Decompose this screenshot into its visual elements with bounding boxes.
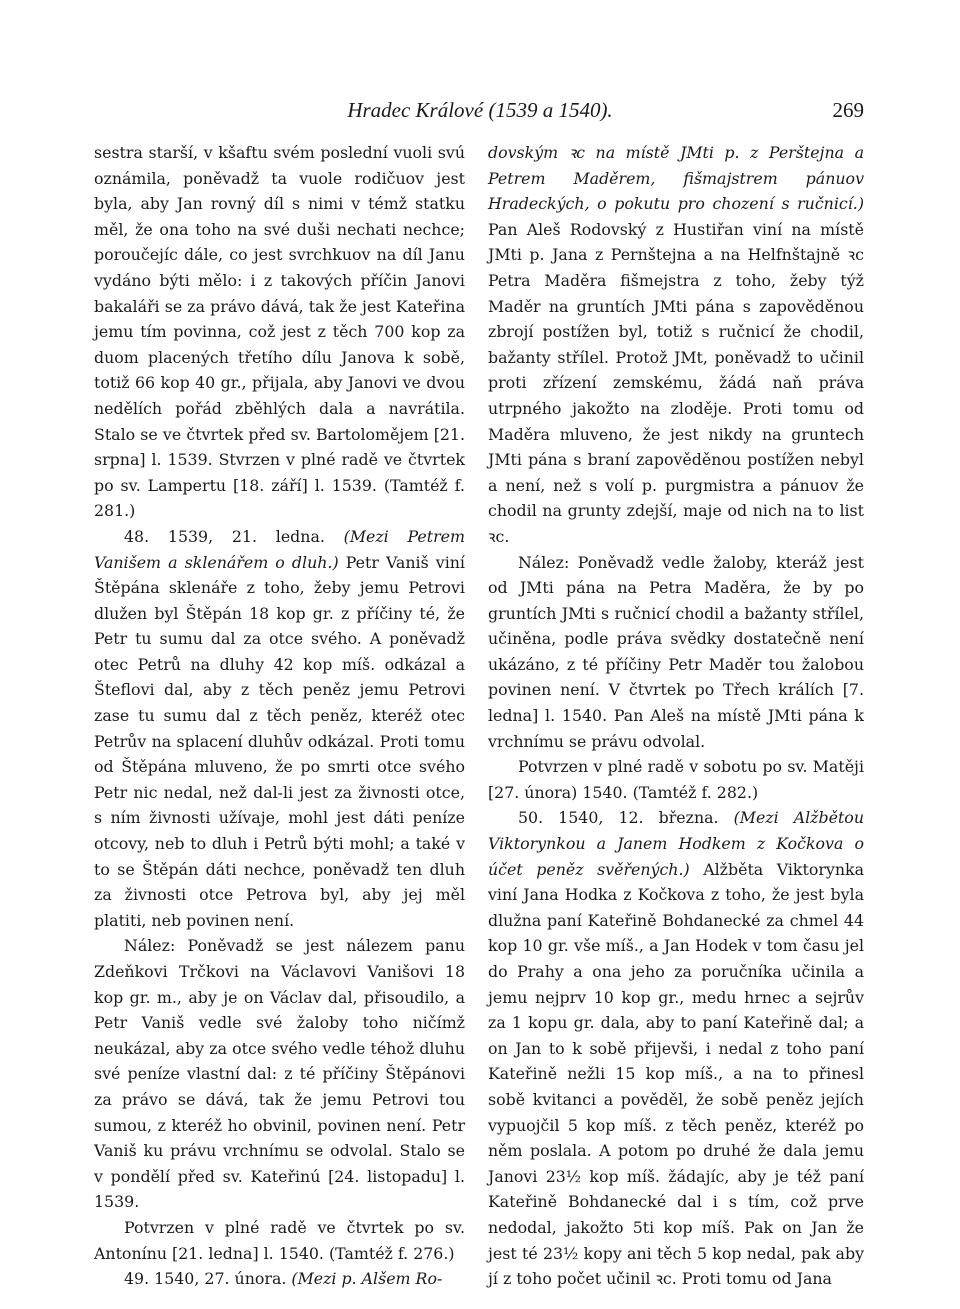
text-span: Potvrzen v plné radě ve čtvrtek po sv. Antonínu [21. ledna] l. 1540. (Tamtéž f. 276.)	[94, 1217, 465, 1263]
text-span: Potvrzen v plné radě v sobotu po sv. Matěji [27. února) 1540. (Tamtéž f. 282.)	[488, 757, 864, 802]
text-span: Pan Aleš Rodovský z Hustiřan viní na místě JMti p. Jana z Pernštejna a na Helfnštajně ꝛc Petra Maděra fišmejstra z toho, žeby týž Maděr na gruntích JMti pána s zapověděnou zbrojí postížen byl, totiž s ručnicí že chodil, bažanty střílel. Protož JMt, poněvadž to učinil proti zřízení zemskému, žádá naň práva utrpného jakožto na zloděje. Proti tomu od Maděra mluveno, že jest nikdy na gruntech JMti pána s braní zapověděnou postížen nebyl a není, než s volí p. purgmistra a pánuov že chodil na grunty zdejší, maje od nich na to list ꝛc.	[488, 219, 864, 546]
paragraph	[488, 140, 864, 550]
paragraph	[488, 550, 864, 755]
paragraph	[94, 933, 465, 1215]
text-span: 48. 1539, 21. ledna.	[124, 526, 344, 546]
paragraph	[94, 140, 465, 524]
right-column	[488, 140, 864, 1292]
paragraph	[94, 1266, 465, 1292]
paragraph	[94, 1215, 465, 1266]
paragraph	[488, 805, 864, 1291]
text-span: 49. 1540, 27. února.	[124, 1269, 292, 1289]
paragraph	[488, 754, 864, 805]
text-span: sestra starší, v kšaftu svém poslední vuoli svú oznámila, poněvadž ta vuole rodičuov jest byla, aby Jan rovný díl s nimi v témž statku měl, že ona toho na své duši nechati nechce; poroučejíc dále, co jest svrchkuov na díl Janu vydáno býti mělo: i z takových příčin Janovi bakaláři se za právo dává, tak že jest Kateřina jemu tím povinna, což jest z těch 700 kop za duom placených třetího dílu Janova k sobě, totiž 66 kop 40 gr., přijala, aby Janovi ve dvou nedělích pořád zběhlých dala a navrátila. Stalo se ve čtvrtek před sv. Bartolomějem [21. srpna] l. 1539. Stvrzen v plné radě ve čtvrtek po sv. Lampertu [18. září] l. 1539. (Tamtéž f. 281.)	[94, 143, 465, 521]
italic-text-span: dovským ꝛc na místě JMti p. z Perštejna a Petrem Maděrem, fišmajstrem pánuov Hradeckých, o pokutu pro chození s ručnicí.)	[488, 143, 864, 214]
text-span: Alžběta Viktorynka viní Jana Hodka z Kočkova z toho, že jest byla dlužna paní Kateřině Bohdanecké za chmel 44 kop 10 gr. vše míš., a Jan Hodek v tom času jel do Prahy a ona jeho za poručníka učinila a jemu nejprv 10 kop gr., medu hrnec a sejrův za 1 kopu gr. dala, aby to paní Kateřině dal; a on Jan to k sobě přijevši, i nedal z toho paní Kateřině nežli 15 kop míš., a na to přinesl sobě kvitanci a pověděl, že sobě peněz jejích vypuojčil 5 kop míš. z těch peněz, kteréž po něm poslala. A potom po druhé že dala jemu Janovi 23½ kop míš. žádajíc, aby je též paní Kateřině Bohdanecké dal i s tím, což prve nedodal, jakožto 5ti kop míš. Pak on Jan že jest té 23½ kopy ani těch 5 kop nedal, pak aby jí z toho počet učinil ꝛc. Proti tomu od Jana	[488, 859, 864, 1289]
running-title: Hradec Králové (1539 a 1540).	[347, 98, 613, 122]
page-header	[94, 98, 866, 128]
italic-text-span: (Mezi p. Alšem Ro-	[291, 1269, 443, 1289]
left-column	[94, 140, 465, 1292]
text-span: Nález: Poněvadž se jest nálezem panu Zdeňkovi Trčkovi na Václavovi Vanišovi 18 kop gr. m., aby je on Václav dal, přisoudilo, a Petr Vaniš vedle své žaloby toho ničímž neukázal, aby za otce svého vedle téhož dluhu své peníze vlastní dal: z té příčiny Štěpánovi za právo se dává, tak že jemu Petrovi tou sumou, z kteréž ho obvinil, povinen není. Petr Vaniš ku právu vrchnímu se odvolal. Stalo se v pondělí před sv. Kateřinú [24. listopadu] l. 1539.	[94, 936, 465, 1212]
text-span: Nález: Poněvadž vedle žaloby, kteráž jest od JMti pána na Petra Maděra, že by po gruntích JMti s ručnicí chodil a bažanty střílel, učiněna, podle práva svědky dostatečně není ukázáno, z té příčiny Petr Maděr tou žalobou povinen není. V čtvrtek po Třech králích [7. ledna] l. 1540. Pan Aleš na místě JMti pána k vrchnímu se právu odvolal.	[488, 552, 864, 751]
italic-text-span: (Mezi Petrem Vanišem a sklenářem o dluh.)	[94, 526, 465, 572]
italic-text-span: (Mezi Alžbětou Viktorynkou a Janem Hodkem z Kočkova o účet peněz svěřených.)	[488, 808, 864, 879]
text-span: Petr Vaniš viní Štěpána sklenáře z toho, žeby jemu Petrovi dlužen byl Štěpán 18 kop gr. z příčiny té, že Petr tu sumu dal za otce svého. A poněvadž otec Petrů na dluhy 42 kop míš. odkázal a Šteflovi dal, aby z těch peněz jemu Petrovi zase tu sumu dal z těch peněz, kteréž otec Petrův na splacení dluhův odkázal. Proti tomu od Štěpána mluveno, že po smrti otce svého Petr nic nedal, než dal-li jest za živnosti otce, s ním živnosti užívaje, mohl jest dáti peníze otcovy, neb to dluh i Petrů býti mohl; a také v to se Štěpán dáti nechce, poněvadž ten dluh za živnosti otce Petrova byl, aby jej měl platiti, neb povinen není.	[94, 552, 465, 930]
page-number: 269	[832, 98, 864, 122]
paragraph	[94, 524, 465, 934]
text-span: 50. 1540, 12. března.	[518, 808, 734, 828]
